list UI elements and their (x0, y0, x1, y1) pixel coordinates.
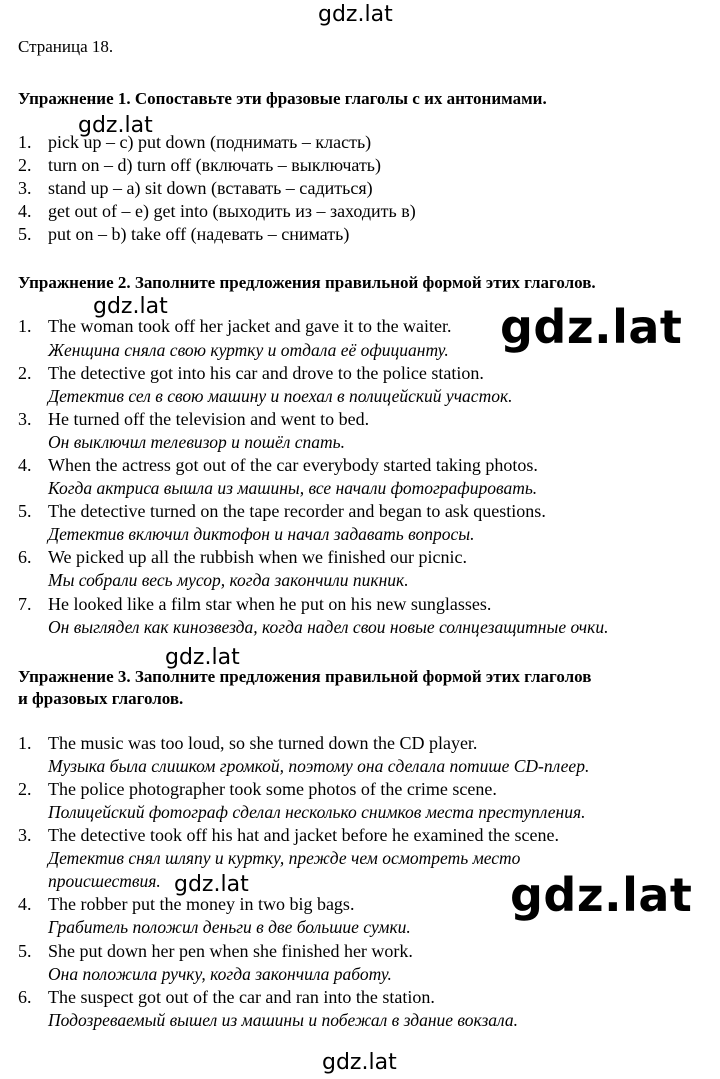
item-number: 1. (18, 132, 32, 152)
item-number: 6. (18, 987, 32, 1007)
item-translation-continued: происшествия. (48, 871, 161, 891)
watermark: gdz.lat (165, 645, 240, 670)
item-translation: Женщина сняла свою куртку и отдала её официанту. (48, 340, 449, 360)
item-translation: Он выглядел как кинозвезда, когда надел свои новые солнцезащитные очки. (48, 617, 609, 637)
item-text: turn on – d) turn off (включать – выключать) (48, 155, 382, 175)
item-text: The music was too loud, so she turned down the CD player. (48, 733, 478, 753)
item-number: 3. (18, 825, 32, 845)
watermark: gdz.lat (510, 868, 693, 922)
ex1-item (18, 131, 371, 154)
ex3-item (18, 732, 477, 755)
item-text: get out of – e) get into (выходить из – заходить в) (48, 201, 416, 221)
watermark: gdz.lat (318, 2, 393, 27)
item-number: 4. (18, 455, 32, 475)
item-number: 5. (18, 501, 32, 521)
item-translation: Детектив сел в свою машину и поехал в полицейский участок. (48, 386, 513, 406)
item-number: 3. (18, 409, 32, 429)
item-number: 2. (18, 779, 32, 799)
page-label: Страница 18. (18, 37, 114, 56)
item-number: 5. (18, 941, 32, 961)
ex2-item (18, 546, 467, 569)
item-text: We picked up all the rubbish when we finished our picnic. (48, 547, 467, 567)
ex2-item (18, 500, 546, 523)
ex3-item (18, 940, 413, 963)
item-translation: Он выключил телевизор и пошёл спать. (48, 432, 345, 452)
ex1-item (18, 200, 416, 223)
ex2-item (18, 408, 369, 431)
item-number: 4. (18, 201, 32, 221)
item-number: 1. (18, 316, 32, 336)
item-number: 7. (18, 594, 32, 614)
ex3-item (18, 824, 559, 847)
ex2-item (18, 593, 491, 616)
item-translation: Грабитель положил деньги в две большие сумки. (48, 917, 411, 937)
item-text: The detective turned on the tape recorder and began to ask questions. (48, 501, 546, 521)
ex1-item (18, 223, 349, 246)
item-translation: Мы собрали весь мусор, когда закончили пикник. (48, 570, 409, 590)
ex3-item (18, 986, 435, 1009)
exercise-2-heading: Упражнение 2. Заполните предложения правильной формой этих глаголов. (18, 273, 596, 292)
item-text: The detective got into his car and drove to the police station. (48, 363, 484, 383)
watermark: gdz.lat (500, 300, 683, 354)
ex2-item (18, 315, 452, 338)
heading-line: и фразовых глаголов. (18, 689, 184, 708)
ex2-item (18, 454, 538, 477)
item-translation: Полицейский фотограф сделал несколько снимков места преступления. (48, 802, 586, 822)
item-translation: Она положила ручку, когда закончила работу. (48, 964, 392, 984)
heading-line: Упражнение 3. Заполните предложения правильной формой этих глаголов (18, 667, 592, 686)
item-text: The detective took off his hat and jacket before he examined the scene. (48, 825, 559, 845)
item-translation: Детектив включил диктофон и начал задавать вопросы. (48, 524, 475, 544)
item-number: 1. (18, 733, 32, 753)
item-number: 6. (18, 547, 32, 567)
item-text: pick up – c) put down (поднимать – класть) (48, 132, 372, 152)
ex1-item (18, 177, 373, 200)
item-text: The robber put the money in two big bags. (48, 894, 355, 914)
item-text: When the actress got out of the car everybody started taking photos. (48, 455, 538, 475)
ex2-item (18, 362, 484, 385)
ex1-item (18, 154, 381, 177)
item-number: 2. (18, 155, 32, 175)
item-text: put on – b) take off (надевать – снимать) (48, 224, 350, 244)
item-text: stand up – a) sit down (вставать – садиться) (48, 178, 373, 198)
item-text: The suspect got out of the car and ran into the station. (48, 987, 435, 1007)
item-number: 2. (18, 363, 32, 383)
watermark: gdz.lat (78, 113, 153, 138)
watermark: gdz.lat (174, 872, 249, 897)
item-number: 4. (18, 894, 32, 914)
watermark: gdz.lat (93, 294, 168, 319)
ex3-item (18, 778, 497, 801)
item-text: She put down her pen when she finished her work. (48, 941, 413, 961)
item-number: 3. (18, 178, 32, 198)
item-translation: Когда актриса вышла из машины, все начали фотографировать. (48, 478, 538, 498)
item-translation: Подозреваемый вышел из машины и побежал в здание вокзала. (48, 1010, 519, 1030)
watermark: gdz.lat (322, 1050, 397, 1075)
item-text: He turned off the television and went to bed. (48, 409, 370, 429)
item-number: 5. (18, 224, 32, 244)
item-text: The woman took off her jacket and gave it to the waiter. (48, 316, 452, 336)
item-translation: Музыка была слишком громкой, поэтому она сделала потише CD-плеер. (48, 756, 590, 776)
item-text: He looked like a film star when he put on his new sunglasses. (48, 594, 492, 614)
item-text: The police photographer took some photos of the crime scene. (48, 779, 497, 799)
exercise-1-heading: Упражнение 1. Сопоставьте эти фразовые глаголы с их антонимами. (18, 89, 547, 108)
exercise-3-heading (18, 666, 708, 710)
item-translation: Детектив снял шляпу и куртку, прежде чем осмотреть место (48, 848, 521, 868)
